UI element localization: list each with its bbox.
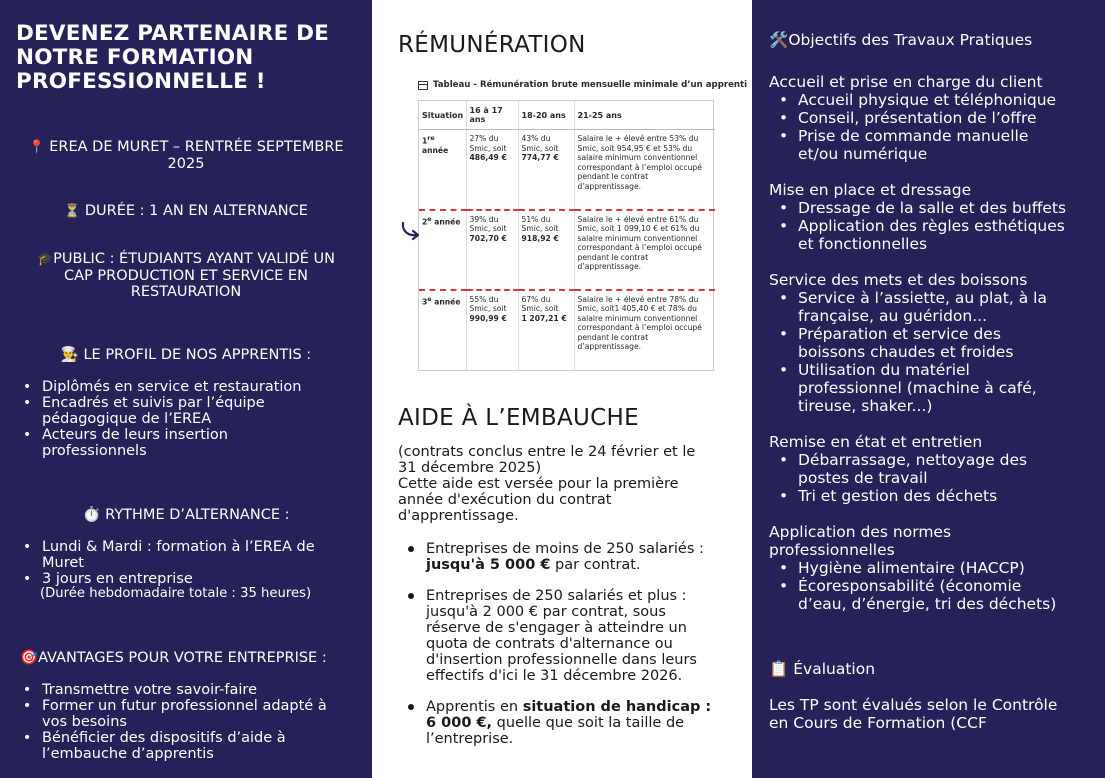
list-item: • 3 jours en entreprise: [16, 571, 356, 587]
list-item: • Former un futur professionnel adapté à vos besoins: [16, 698, 356, 730]
aid-item-1: [398, 541, 748, 573]
left-panel: [0, 0, 372, 778]
evaluation-text: Les TP sont évalués selon le Contrôle en Cours de Formation (CCF: [769, 696, 1058, 732]
list-item: • Application des règles esthétiques et fonctionnelles: [769, 217, 1099, 253]
list-item: • Préparation et service des boissons chaudes et froides: [769, 325, 1099, 361]
tools-icon: 🛠️: [769, 31, 789, 49]
advantages-heading: 🎯AVANTAGES POUR VOTRE ENTREPRISE :: [20, 650, 327, 666]
table-row: 2e année 39% du Smic, soit 702,70 € 51% du Smic, soit 918,92 € Salaire le + élevé entre 61% du Smic, soit 1 099,10 € et 61% du salaire minimum conventionnel correspondant à l’emploi occupé pendant le contrat d’apprentissage.: [419, 210, 715, 290]
list-item: • Écoresponsabilité (économie d’eau, d’énergie, tri des déchets): [769, 577, 1099, 613]
list-item: Entreprises de moins de 250 salariés : jusqu'à 5 000 € par contrat.: [398, 541, 748, 573]
profile-list: [16, 379, 356, 459]
table-header: 21-25 ans: [574, 101, 715, 130]
chef-icon: 👨‍🍳: [60, 347, 79, 363]
list-item: Entreprises de 250 salariés et plus : jusqu'à 2 000 € par contrat, sous réserve de s'engager à atteindre un quota de contrats d'alternance ou d'insertion professionnelle dans leurs effectifs d'ici le 31 décembre 2026.: [398, 588, 748, 684]
objective-group: Accueil et prise en charge du client • Accueil physique et téléphonique • Conseil, présentation de l’offre • Prise de commande manuelle et/ou numérique: [769, 73, 1099, 163]
list-item: • Conseil, présentation de l’offre: [769, 109, 1099, 127]
remuneration-title: RÉMUNÉRATION: [398, 32, 586, 58]
list-item: • Transmettre votre savoir-faire: [16, 682, 356, 698]
list-item: • Prise de commande manuelle et/ou numérique: [769, 127, 1099, 163]
main-title: DEVENEZ PARTENAIRE DE NOTRE FORMATION PROFESSIONNELLE !: [16, 21, 330, 94]
list-item: • Bénéficier des dispositifs d’aide à l’embauche d’apprentis: [16, 730, 356, 762]
duration-info: ⏳ DURÉE : 1 AN EN ALTERNANCE: [64, 203, 308, 219]
table-caption: Tableau - Rémunération brute mensuelle minimale d’un apprenti: [433, 80, 748, 90]
clipboard-icon: 📋: [769, 660, 789, 678]
middle-panel: [372, 0, 752, 778]
list-item: • Utilisation du matériel professionnel (machine à café, tireuse, shaker...): [769, 361, 1099, 415]
curved-arrow-icon: [400, 219, 422, 241]
rhythm-list: [16, 539, 356, 587]
list-item: • Service à l’assiette, au plat, à la française, au guéridon...: [769, 289, 1099, 325]
list-item: • Accueil physique et téléphonique: [769, 91, 1099, 109]
public-info: 🎓PUBLIC : ÉTUDIANTS AYANT VALIDÉ UN CAP PRODUCTION ET SERVICE EN RESTAURATION: [36, 251, 335, 300]
table-row: 1re année 27% du Smic, soit 486,49 € 43% du Smic, soit 774,77 € Salaire le + élevé entre 53% du Smic, soit 954,95 € et 53% du salaire minimum conventionnel correspondant à l’emploi occupé pendant le contrat d’apprentissage.: [419, 130, 715, 210]
objective-group: Application des normes professionnelles • Hygiène alimentaire (HACCP) • Écoresponsabilité (économie d’eau, d’énergie, tri des déchets): [769, 523, 1099, 613]
list-item: • Acteurs de leurs insertion professionnels: [16, 427, 356, 459]
aid-intro: (contrats conclus entre le 24 février et le 31 décembre 2025) Cette aide est versée pour la première année d'exécution du contrat d'apprentissage.: [398, 444, 696, 524]
objective-group: Service des mets et des boissons • Service à l’assiette, au plat, à la française, au guéridon... • Préparation et service des boissons chaudes et froides • Utilisation du matériel professionnel (machine à café, tireuse, shaker...): [769, 271, 1099, 415]
list-item: • Hygiène alimentaire (HACCP): [769, 559, 1099, 577]
graduation-cap-icon: 🎓: [36, 252, 54, 267]
list-item: • Lundi & Mardi : formation à l’EREA de Muret: [16, 539, 356, 571]
remuneration-table: [419, 101, 715, 370]
advantages-list: [16, 682, 356, 762]
table-header: 18-20 ans: [518, 101, 574, 130]
hourglass-icon: ⏳: [64, 204, 81, 219]
table-icon: [418, 81, 428, 90]
aid-item-2: [398, 588, 748, 684]
list-item: • Diplômés en service et restauration: [16, 379, 356, 395]
objective-group: Mise en place et dressage • Dressage de la salle et des buffets • Application des règles esthétiques et fonctionnelles: [769, 181, 1099, 253]
list-item: • Tri et gestion des déchets: [769, 487, 1099, 505]
aid-title: AIDE À L’EMBAUCHE: [398, 405, 639, 431]
table-header: Situation: [419, 101, 466, 130]
target-icon: 🎯: [20, 650, 39, 666]
objectives-heading: 🛠️Objectifs des Travaux Pratiques: [769, 31, 1033, 49]
profile-heading: 👨‍🍳 LE PROFIL DE NOS APPRENTIS :: [60, 347, 312, 363]
rhythm-note: (Durée hebdomadaire totale : 35 heures): [40, 586, 312, 601]
table-header: 16 à 17 ans: [466, 101, 518, 130]
objective-group: Remise en état et entretien • Débarrassage, nettoyage des postes de travail • Tri et gestion des déchets: [769, 433, 1099, 505]
stopwatch-icon: ⏱️: [82, 507, 101, 523]
list-item: • Dressage de la salle et des buffets: [769, 199, 1099, 217]
pin-icon: 📍: [28, 140, 45, 155]
location-info: 📍 EREA DE MURET – RENTRÉE SEPTEMBRE 2025: [28, 139, 344, 172]
remuneration-table-block: [418, 80, 748, 371]
rhythm-heading: ⏱️ RYTHME D’ALTERNANCE :: [82, 507, 290, 523]
aid-item-3: [398, 699, 748, 747]
list-item: Apprentis en situation de handicap : 6 000 €, quelle que soit la taille de l’entreprise.: [398, 699, 748, 747]
list-item: • Débarrassage, nettoyage des postes de travail: [769, 451, 1099, 487]
right-panel: [752, 0, 1105, 778]
evaluation-heading: 📋 Évaluation: [769, 660, 876, 678]
list-item: • Encadrés et suivis par l’équipe pédagogique de l’EREA: [16, 395, 356, 427]
table-row: 3e année 55% du Smic, soit 990,99 € 67% du Smic, soit 1 207,21 € Salaire le + élevé entre 78% du Smic, soit1 405,40 € et 78% du salaire minimum conventionnel correspondant à l’emploi occupé pendant le contrat d’apprentissage.: [419, 290, 715, 370]
